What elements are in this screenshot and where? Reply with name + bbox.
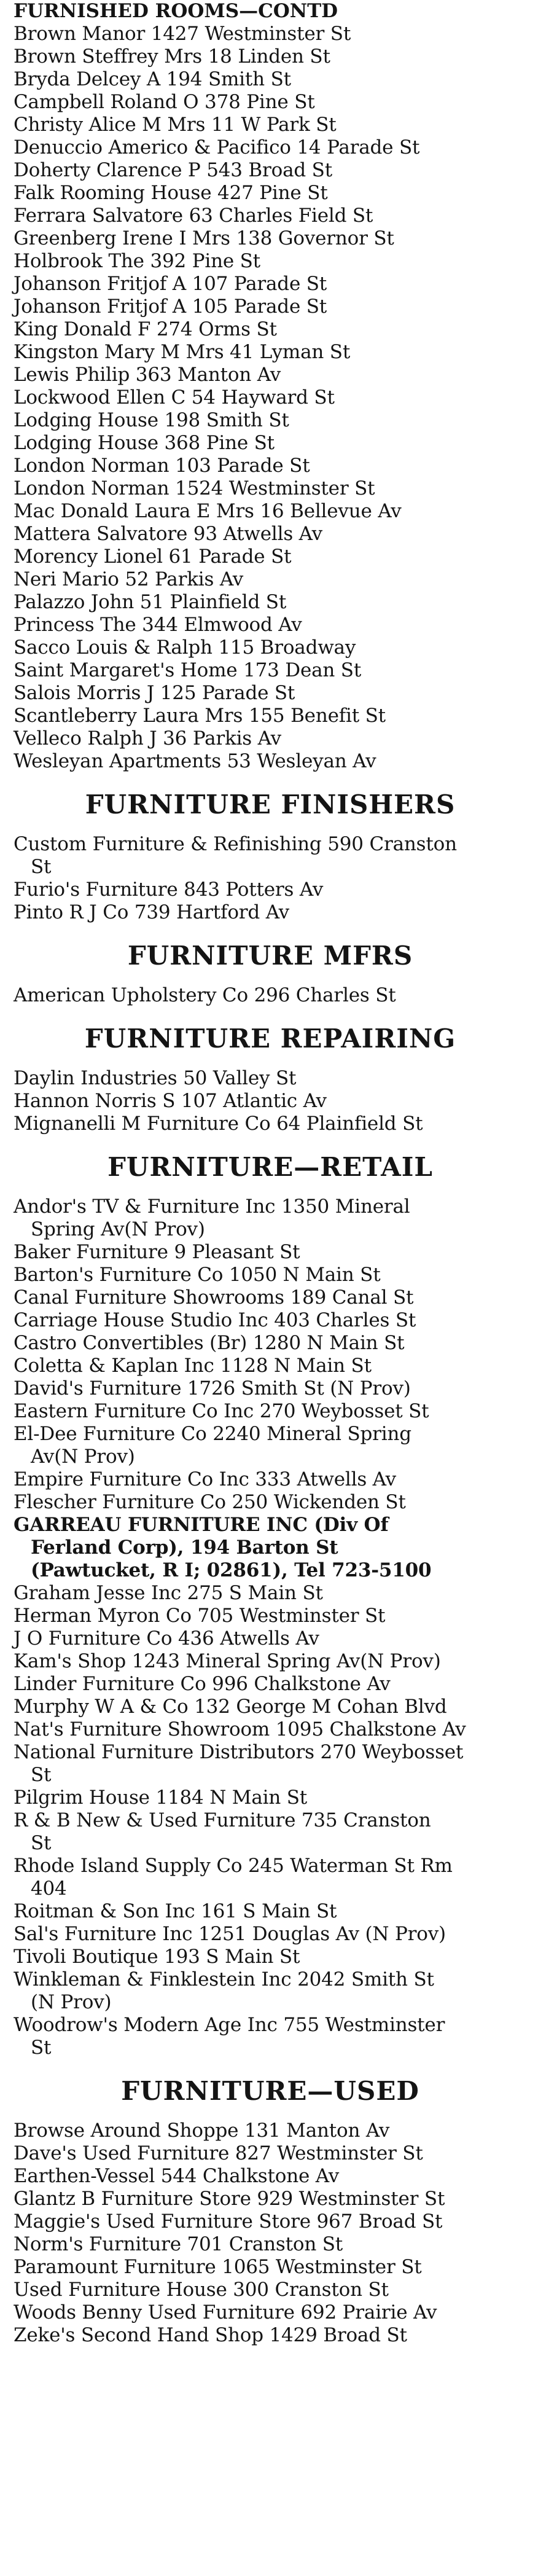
entry-text: Carriage House Studio Inc 403 Charles St bbox=[14, 1309, 416, 1331]
listing-entry bbox=[14, 1787, 527, 1809]
listing-entry bbox=[14, 1809, 527, 1855]
listing-entry bbox=[14, 1923, 527, 1946]
section-heading: FURNISHED ROOMS—CONTD bbox=[14, 0, 338, 22]
listing-entry: Velleco Ralph J 36 Parkis Av bbox=[14, 727, 281, 750]
entry-text: Sal's Furniture Inc 1251 Douglas Av (N Prov) bbox=[14, 1923, 446, 1945]
entry-continuation: St bbox=[31, 856, 52, 878]
listing-entry bbox=[14, 1286, 527, 1309]
listing-list bbox=[14, 1196, 527, 2059]
listing-entry: Holbrook The 392 Pine St bbox=[14, 250, 260, 272]
listing-entry bbox=[14, 1968, 527, 2014]
listing-entry: Used Furniture House 300 Cranston St bbox=[14, 2279, 389, 2301]
listing-entry: Norm's Furniture 701 Cranston St bbox=[14, 2233, 343, 2255]
entry-text: J O Furniture Co 436 Atwells Av bbox=[14, 1627, 319, 1650]
listing-entry: Woods Benny Used Furniture 692 Prairie Av bbox=[14, 2301, 437, 2323]
listing-entry: Doherty Clarence P 543 Broad St bbox=[14, 159, 332, 181]
entry-text: Graham Jesse Inc 275 S Main St bbox=[14, 1582, 323, 1604]
entry-text: Winkleman & Finklestein Inc 2042 Smith St bbox=[14, 1968, 434, 1991]
listing-entry bbox=[14, 1332, 527, 1355]
listing-entry: Neri Mario 52 Parkis Av bbox=[14, 568, 244, 590]
listing-entry: Denuccio Americo & Pacifico 14 Parade St bbox=[14, 136, 420, 159]
listing-entry: Earthen-Vessel 544 Chalkstone Av bbox=[14, 2165, 340, 2187]
listing-entry: Christy Alice M Mrs 11 W Park St bbox=[14, 114, 337, 136]
entry-text: Woodrow's Modern Age Inc 755 Westminster bbox=[14, 2014, 445, 2036]
listing-entry: Paramount Furniture 1065 Westminster St bbox=[14, 2256, 422, 2278]
listing-entry: London Norman 1524 Westminster St bbox=[14, 477, 375, 499]
listing-entry bbox=[14, 1196, 527, 1241]
listing-entry bbox=[14, 1423, 527, 1468]
entry-text: Linder Furniture Co 996 Chalkstone Av bbox=[14, 1673, 391, 1695]
entry-text: Herman Myron Co 705 Westminster St bbox=[14, 1605, 386, 1627]
section-furniture-used bbox=[14, 2077, 527, 2347]
entry-text: Pilgrim House 1184 N Main St bbox=[14, 1787, 308, 1809]
listing-list bbox=[14, 2120, 527, 2347]
entry-continuation: Ferland Corp), 194 Barton St bbox=[31, 1537, 338, 1559]
listing-entry: Dave's Used Furniture 827 Westminster St bbox=[14, 2142, 423, 2164]
entry-text: Murphy W A & Co 132 George M Cohan Blvd bbox=[14, 1696, 447, 1718]
entry-text: Castro Convertibles (Br) 1280 N Main St bbox=[14, 1332, 405, 1354]
section-heading: FURNITURE REPAIRING bbox=[84, 1024, 456, 1054]
listing-entry bbox=[14, 1650, 527, 1673]
entry-text: Furio's Furniture 843 Potters Av bbox=[14, 879, 324, 901]
listing-entry: Mac Donald Laura E Mrs 16 Bellevue Av bbox=[14, 500, 402, 522]
listing-entry bbox=[14, 1264, 527, 1286]
listing-entry: American Upholstery Co 296 Charles St bbox=[14, 984, 396, 1006]
listing-entry: Campbell Roland O 378 Pine St bbox=[14, 91, 315, 113]
listing-entry: Sacco Louis & Ralph 115 Broadway bbox=[14, 636, 356, 659]
listing-entry bbox=[14, 1605, 527, 1627]
listing-entry bbox=[14, 1491, 527, 1514]
listing-entry bbox=[14, 2014, 527, 2059]
section-furniture-finishers bbox=[14, 790, 527, 924]
listing-entry bbox=[14, 1309, 527, 1332]
entry-text: Custom Furniture & Refinishing 590 Cranston bbox=[14, 833, 457, 855]
listing-entry bbox=[14, 1355, 527, 1377]
entry-text: Flescher Furniture Co 250 Wickenden St bbox=[14, 1491, 406, 1513]
listing-entry: Lewis Philip 363 Manton Av bbox=[14, 364, 281, 386]
listing-entry: Falk Rooming House 427 Pine St bbox=[14, 182, 328, 204]
entry-text: Tivoli Boutique 193 S Main St bbox=[14, 1946, 300, 1968]
section-furniture-mfrs bbox=[14, 941, 527, 1007]
listing-entry: Mattera Salvatore 93 Atwells Av bbox=[14, 523, 322, 545]
listing-entry bbox=[14, 1514, 527, 1582]
entry-continuation: (Pawtucket, R I; 02861), Tel 723-5100 bbox=[31, 1559, 432, 1581]
listing-entry bbox=[14, 1741, 527, 1787]
listing-entry bbox=[14, 901, 527, 924]
listing-entry bbox=[14, 1241, 527, 1264]
section-heading: FURNITURE—USED bbox=[121, 2076, 419, 2106]
entry-text: Canal Furniture Showrooms 189 Canal St bbox=[14, 1286, 414, 1309]
listing-entry: Greenberg Irene I Mrs 138 Governor St bbox=[14, 227, 394, 249]
listing-entry: Daylin Industries 50 Valley St bbox=[14, 1067, 297, 1089]
entry-text: Coletta & Kaplan Inc 1128 N Main St bbox=[14, 1355, 372, 1377]
listing-entry: Lockwood Ellen C 54 Hayward St bbox=[14, 386, 335, 409]
entry-text: Kam's Shop 1243 Mineral Spring Av(N Prov) bbox=[14, 1650, 441, 1672]
entry-continuation: Spring Av(N Prov) bbox=[31, 1218, 205, 1240]
listing-entry: Bryda Delcey A 194 Smith St bbox=[14, 68, 291, 90]
listing-entry bbox=[14, 1946, 527, 1968]
entry-text: GARREAU FURNITURE INC (Div Of bbox=[14, 1514, 389, 1536]
listing-entry: Morency Lionel 61 Parade St bbox=[14, 546, 292, 568]
listing-entry bbox=[14, 1696, 527, 1718]
entry-continuation: 404 bbox=[31, 1877, 67, 1900]
listing-entry: Kingston Mary M Mrs 41 Lyman St bbox=[14, 341, 351, 363]
listing-list bbox=[14, 984, 527, 1007]
section-furniture-repairing bbox=[14, 1024, 527, 1135]
listing-entry: Brown Manor 1427 Westminster St bbox=[14, 23, 351, 45]
entry-text: Roitman & Son Inc 161 S Main St bbox=[14, 1900, 337, 1922]
entry-text: R & B New & Used Furniture 735 Cranston bbox=[14, 1809, 431, 1831]
listing-list bbox=[14, 23, 527, 773]
listing-entry bbox=[14, 1468, 527, 1491]
listing-entry bbox=[14, 1855, 527, 1900]
entry-continuation: Av(N Prov) bbox=[31, 1446, 135, 1468]
listing-entry bbox=[14, 833, 527, 879]
entry-text: Rhode Island Supply Co 245 Waterman St Rm bbox=[14, 1855, 453, 1877]
listing-entry: Mignanelli M Furniture Co 64 Plainfield St bbox=[14, 1113, 423, 1135]
listing-entry: Johanson Fritjof A 105 Parade St bbox=[14, 296, 327, 318]
listing-entry bbox=[14, 1718, 527, 1741]
entry-continuation: St bbox=[31, 2037, 52, 2059]
listing-list bbox=[14, 833, 527, 924]
listing-entry: Lodging House 198 Smith St bbox=[14, 409, 289, 431]
listing-entry bbox=[14, 1377, 527, 1400]
entry-text: David's Furniture 1726 Smith St (N Prov) bbox=[14, 1377, 411, 1400]
section-heading: FURNITURE—RETAIL bbox=[107, 1152, 433, 1182]
section-heading: FURNITURE FINISHERS bbox=[85, 789, 456, 820]
listing-entry: Browse Around Shoppe 131 Manton Av bbox=[14, 2120, 390, 2142]
listing-entry: Wesleyan Apartments 53 Wesleyan Av bbox=[14, 750, 376, 772]
listing-entry bbox=[14, 1673, 527, 1696]
listing-entry: Scantleberry Laura Mrs 155 Benefit St bbox=[14, 705, 386, 727]
entry-text: Eastern Furniture Co Inc 270 Weybosset St bbox=[14, 1400, 429, 1422]
listing-entry bbox=[14, 1400, 527, 1423]
listing-entry: Ferrara Salvatore 63 Charles Field St bbox=[14, 205, 373, 227]
listing-entry: Johanson Fritjof A 107 Parade St bbox=[14, 273, 327, 295]
listing-entry: Maggie's Used Furniture Store 967 Broad St bbox=[14, 2210, 443, 2233]
entry-text: Baker Furniture 9 Pleasant St bbox=[14, 1241, 300, 1263]
entry-text: Nat's Furniture Showroom 1095 Chalkstone Av bbox=[14, 1718, 466, 1740]
listing-entry bbox=[14, 1900, 527, 1923]
entry-continuation: (N Prov) bbox=[31, 1991, 112, 2013]
section-furnished-rooms bbox=[14, 0, 527, 773]
listing-entry bbox=[14, 1627, 527, 1650]
listing-entry: Princess The 344 Elmwood Av bbox=[14, 614, 302, 636]
entry-text: Andor's TV & Furniture Inc 1350 Mineral bbox=[14, 1196, 410, 1218]
listing-entry: Salois Morris J 125 Parade St bbox=[14, 682, 295, 704]
entry-text: El-Dee Furniture Co 2240 Mineral Spring bbox=[14, 1423, 411, 1445]
listing-entry: Hannon Norris S 107 Atlantic Av bbox=[14, 1090, 327, 1112]
entry-text: Empire Furniture Co Inc 333 Atwells Av bbox=[14, 1468, 396, 1490]
listing-entry: Palazzo John 51 Plainfield St bbox=[14, 591, 287, 613]
listing-entry: Brown Steffrey Mrs 18 Linden St bbox=[14, 45, 330, 68]
entry-text: Barton's Furniture Co 1050 N Main St bbox=[14, 1264, 381, 1286]
entry-continuation: St bbox=[31, 1764, 52, 1786]
listing-entry: Lodging House 368 Pine St bbox=[14, 432, 275, 454]
listing-entry: Glantz B Furniture Store 929 Westminster St bbox=[14, 2188, 445, 2210]
listing-entry: Zeke's Second Hand Shop 1429 Broad St bbox=[14, 2324, 407, 2346]
listing-list bbox=[14, 1067, 527, 1135]
entry-continuation: St bbox=[31, 1832, 52, 1854]
listing-entry bbox=[14, 879, 527, 901]
entry-text: Pinto R J Co 739 Hartford Av bbox=[14, 901, 289, 923]
entry-text: National Furniture Distributors 270 Weybosset bbox=[14, 1741, 464, 1763]
listing-entry: Saint Margaret's Home 173 Dean St bbox=[14, 659, 362, 681]
section-furniture-retail bbox=[14, 1153, 527, 2059]
section-heading: FURNITURE MFRS bbox=[127, 941, 413, 971]
listing-entry: London Norman 103 Parade St bbox=[14, 455, 310, 477]
listing-entry bbox=[14, 1582, 527, 1605]
listing-entry: King Donald F 274 Orms St bbox=[14, 318, 277, 340]
